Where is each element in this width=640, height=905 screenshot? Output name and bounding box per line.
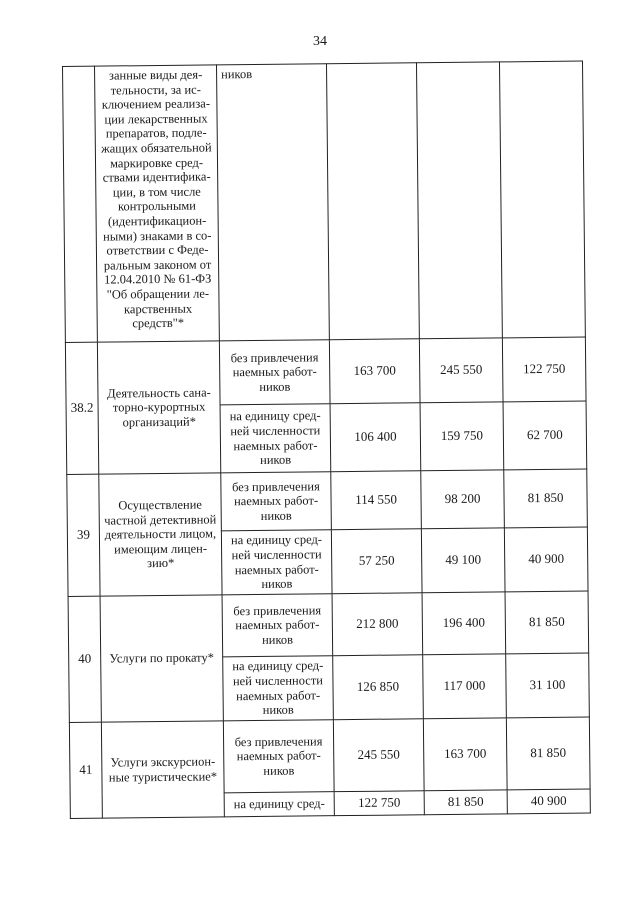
- value-cell: 159 750: [420, 402, 504, 471]
- condition-cell: на единицу сред-ней численности наемных работ-ников: [220, 404, 331, 473]
- activity-name: Деятельность сана-торно-курортных организаций*: [97, 341, 220, 474]
- activity-name: Осуществление частной детективной деятельности лицом, имеющим лицен-зию*: [99, 473, 222, 596]
- value-cell: 81 850: [506, 717, 590, 790]
- value-cell: 57 250: [331, 529, 422, 594]
- value-cell: 81 850: [504, 469, 588, 528]
- value-cell: 163 700: [423, 718, 507, 791]
- row-number: 40: [68, 596, 101, 722]
- page-number: 34: [313, 34, 327, 49]
- condition-cell: на единицу сред-ней численности наемных работ-ников: [223, 656, 334, 721]
- tax-rates-table: [62, 61, 590, 824]
- value-cell: 114 550: [331, 471, 422, 530]
- value-cell: [499, 61, 585, 338]
- condition-cell: ников: [216, 64, 329, 341]
- row-number: 39: [67, 474, 100, 596]
- table-row: [69, 717, 590, 794]
- value-cell: 98 200: [421, 470, 505, 529]
- condition-cell: на единицу сред-: [224, 792, 334, 817]
- condition-cell: на единицу сред-ней численности наемных работ-ников: [221, 530, 332, 595]
- condition-cell: без привлечения наемных работ-ников: [221, 472, 332, 531]
- value-cell: 117 000: [423, 654, 507, 719]
- table-row: [67, 469, 588, 532]
- activity-name: Услуги по прокату*: [100, 595, 223, 722]
- condition-cell: без привлечения наемных работ-ников: [223, 720, 334, 793]
- activity-name: занные виды дея-тельности, за ис-ключением реализа-ции лекарственных препаратов, подле-жащих обязательной маркировке сред-ствами идентифика-ции, в том числе контрольными (идентификацион-ными) знаками в со-ответствии с Феде-ральным законом от 12.04.2010 № 61-ФЗ "Об обращении ле-карственных средств"*: [95, 65, 220, 342]
- value-cell: [326, 63, 419, 340]
- value-cell: 163 700: [329, 339, 420, 404]
- value-cell: [416, 62, 502, 339]
- value-cell: 126 850: [333, 655, 424, 720]
- value-cell: 62 700: [503, 401, 587, 470]
- table-row: [65, 337, 586, 406]
- row-number: 38.2: [65, 342, 98, 474]
- table-row: [68, 591, 589, 658]
- value-cell: 81 850: [505, 591, 589, 654]
- value-cell: 212 800: [332, 593, 423, 656]
- row-number: 41: [69, 722, 102, 818]
- activity-name: Услуги экскурсион-ные туристические*: [101, 721, 224, 818]
- value-cell: 40 900: [504, 527, 588, 592]
- value-cell: 245 550: [419, 338, 503, 403]
- value-cell: 122 750: [502, 337, 586, 402]
- value-cell: 81 850: [424, 790, 507, 815]
- condition-cell: без привлечения наемных работ-ников: [222, 594, 333, 657]
- value-cell: 196 400: [422, 592, 506, 655]
- value-cell: 31 100: [506, 653, 590, 718]
- value-cell: 49 100: [421, 528, 505, 593]
- value-cell: 245 550: [333, 719, 424, 792]
- table-grid: [62, 61, 591, 819]
- value-cell: 106 400: [330, 403, 421, 472]
- value-cell: 122 750: [334, 791, 424, 816]
- value-cell: 40 900: [507, 789, 590, 814]
- condition-cell: без привлечения наемных работ-ников: [219, 340, 330, 405]
- table-row: [63, 61, 586, 342]
- row-number: [63, 66, 98, 342]
